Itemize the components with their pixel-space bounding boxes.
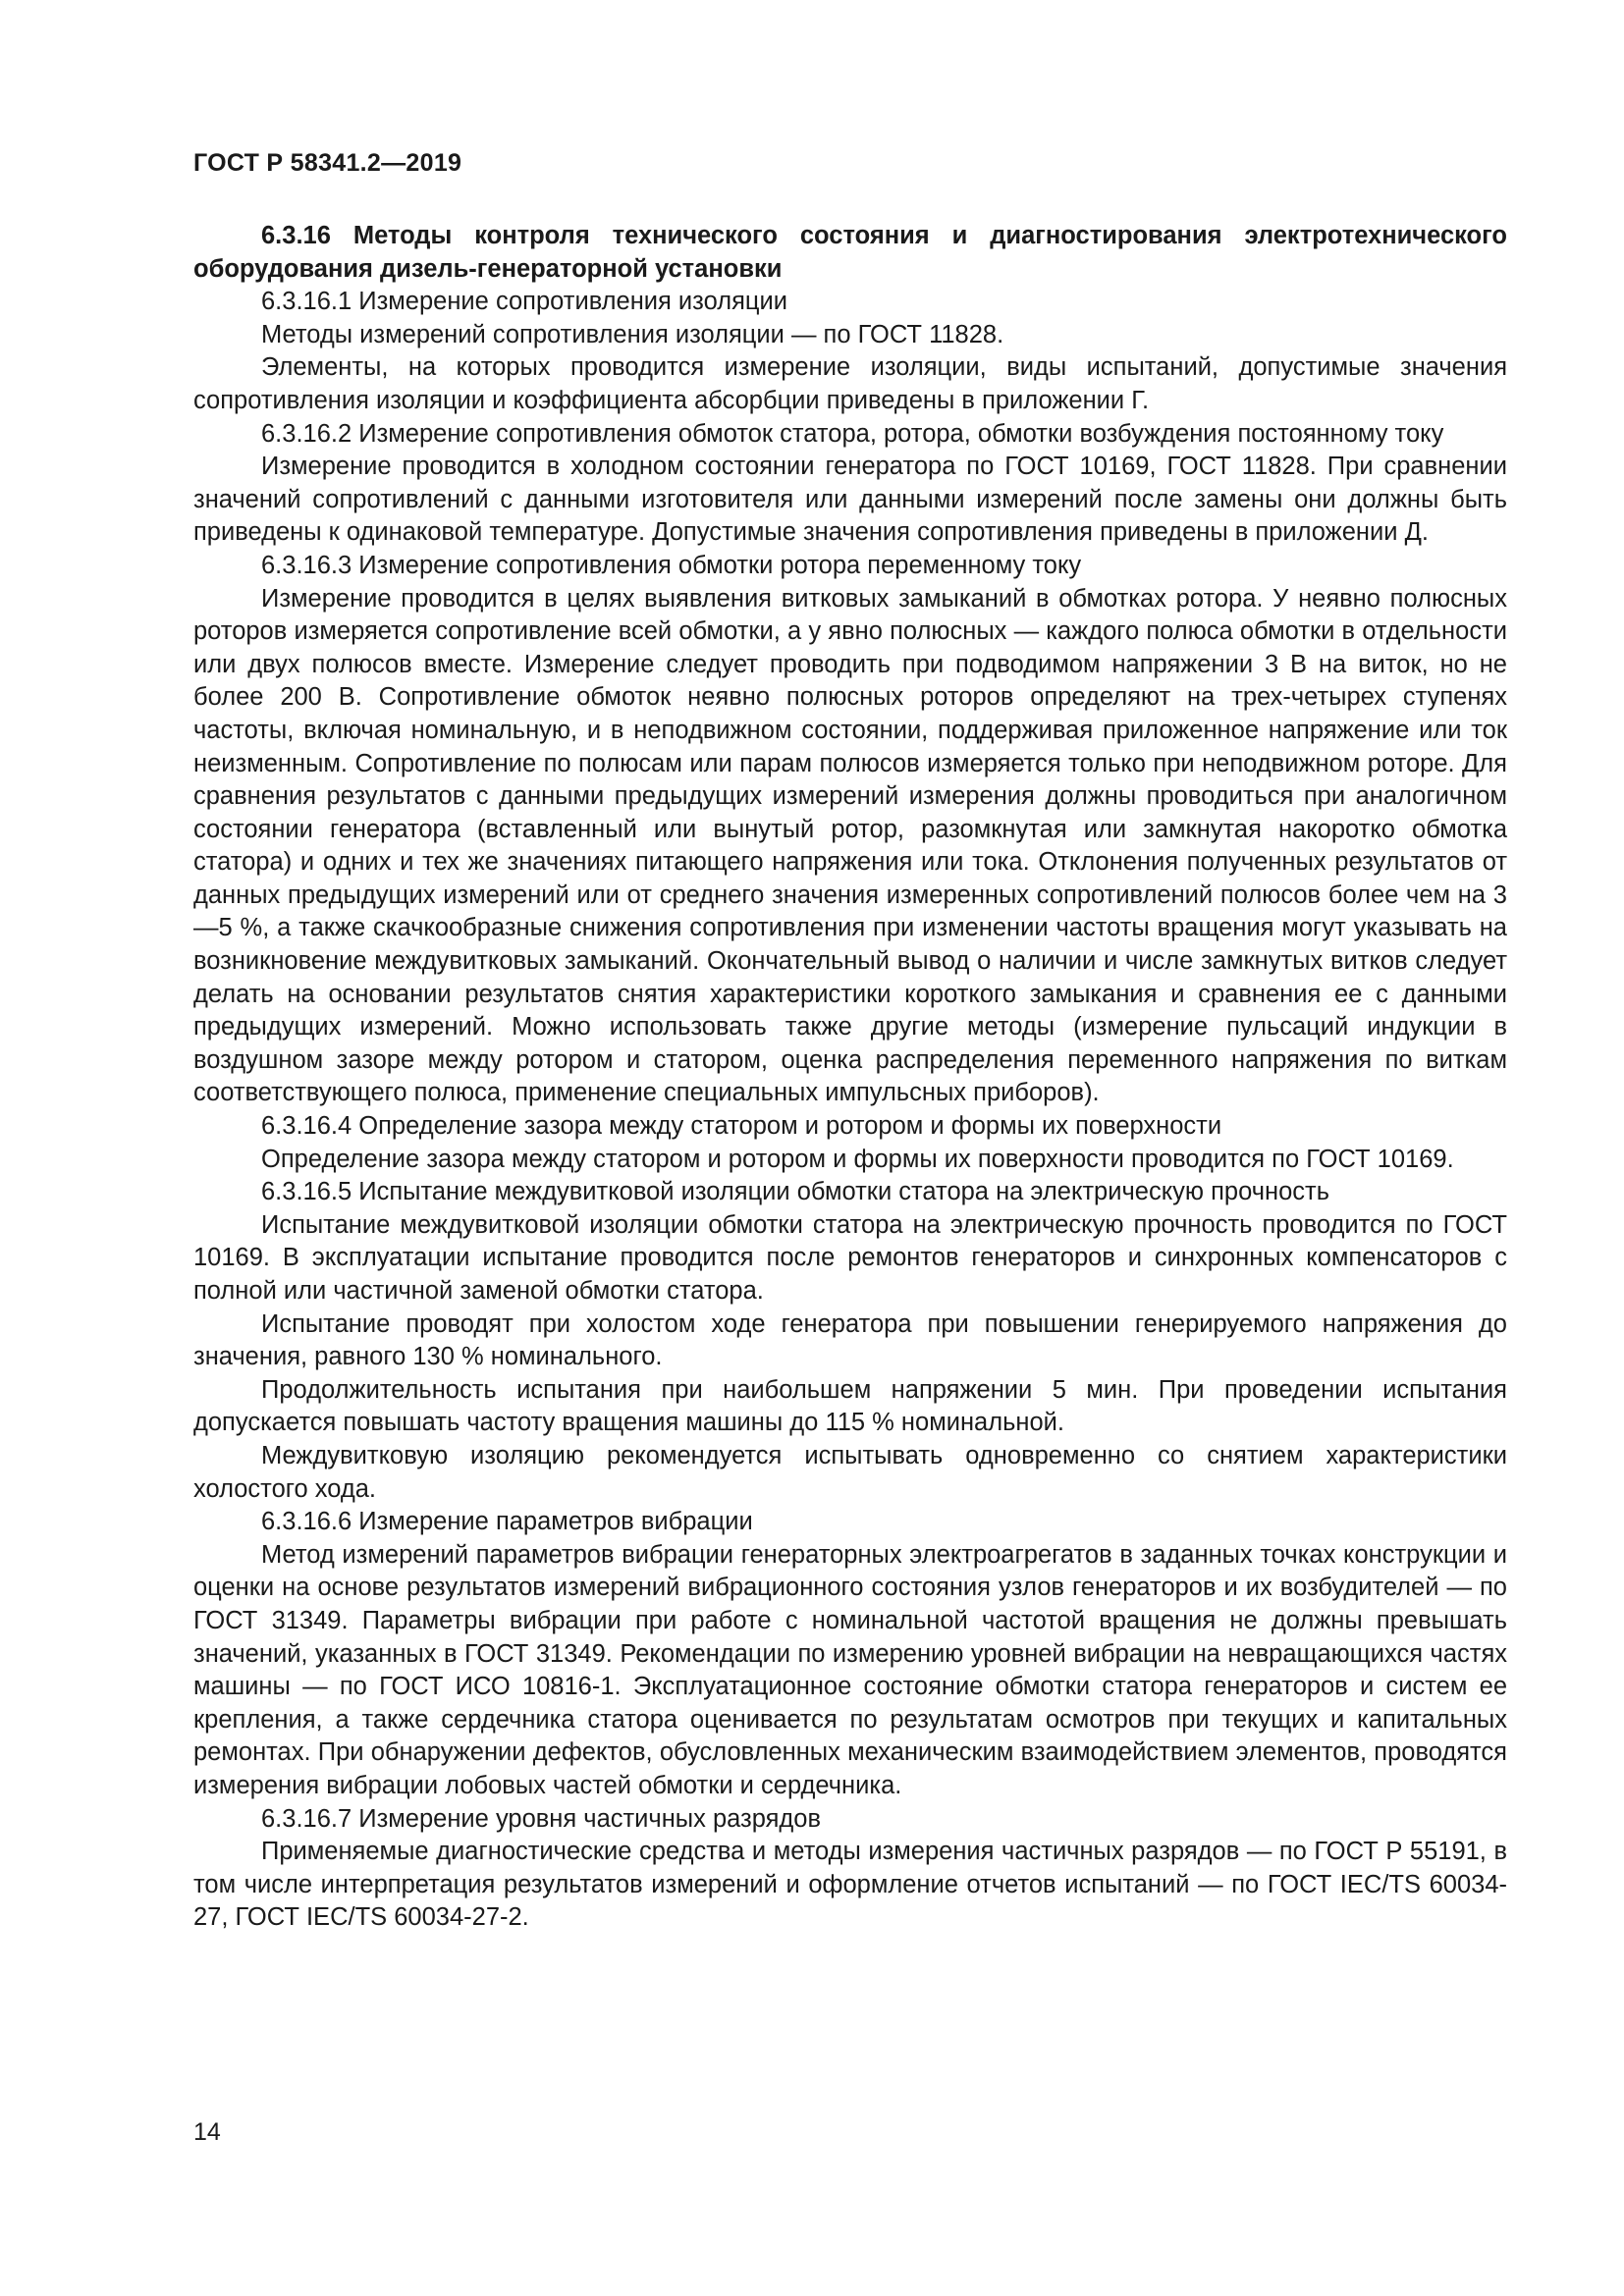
paragraph: 6.3.16.2 Измерение сопротивления обмоток статора, ротора, обмотки возбуждения постоянному току xyxy=(261,419,1444,448)
paragraph: Методы измерений сопротивления изоляции — по ГОСТ 11828. xyxy=(261,320,1004,348)
paragraph: Междувитковую изоляцию рекомендуется испытывать одновременно со снятием характеристики холостого хода. xyxy=(193,1441,1507,1503)
paragraph: Измерение проводится в целях выявления витковых замыканий в обмотках ротора. У неявно полюсных роторов измеряется сопротивление всей обмотки, а у явно полюсных — каждого полюса обмотки в отдельности или двух полюсов вместе. Измерение следует проводить при подводимом напряжении 3 В на виток, но не более 200 В. Сопротивление обмоток неявно полюсных роторов определяют на трех-четырех ступенях частоты, включая номинальную, и в неподвижном состоянии, поддерживая приложенное напряжение или ток неизменным. Сопротивление по полюсам или парам полюсов измеряется только при неподвижном роторе. Для сравнения результатов с данными предыдущих измерений измерения должны проводиться при аналогичном состоянии генератора (вставленный или вынутый ротор, разомкнутая или замкнутая накоротко обмотка статора) и одних и тех же значениях питающего напряжения или тока. Отклонения полученных результатов от данных предыдущих измерений или от среднего значения измеренных сопротивлений полюсов более чем на 3—5 %, а также скачкообразные снижения сопротивления при изменении частоты вращения могут указывать на возникновение междувитковых замыканий. Окончательный вывод о наличии и числе замкнутых витков следует делать на основании результатов снятия характеристики короткого замыкания и сравнения ее с данными предыдущих измерений. Можно использовать также другие методы (измерение пульсаций индукции в воздушном зазоре между ротором и статором, оценка распределения переменного напряжения по виткам соответствующего полюса, применение специальных импульсных приборов). xyxy=(193,584,1507,1107)
paragraph: 6.3.16.4 Определение зазора между статором и ротором и формы их поверхности xyxy=(261,1112,1222,1141)
paragraph: 6.3.16.7 Измерение уровня частичных разрядов xyxy=(261,1804,822,1833)
document-header: ГОСТ Р 58341.2—2019 xyxy=(193,149,462,177)
paragraph: Измерение проводится в холодном состоянии генератора по ГОСТ 10169, ГОСТ 11828. При сравнении значений сопротивлений с данными изготовителя или данными измерений после замены они должны быть приведены к одинаковой температуре. Допустимые значения сопротивления приведены в приложении Д. xyxy=(193,453,1507,547)
page-number: 14 xyxy=(193,2118,221,2146)
paragraph: 6.3.16.3 Измерение сопротивления обмотки ротора переменному току xyxy=(261,551,1082,579)
paragraph: Определение зазора между статором и ротором и формы их поверхности проводится по ГОСТ 10169. xyxy=(261,1145,1454,1173)
paragraph: 6.3.16.1 Измерение сопротивления изоляции xyxy=(261,288,787,316)
section-heading: 6.3.16 Методы контроля технического состояния и диагностирования электротехнического оборудования дизель-генераторной установки xyxy=(193,222,1507,283)
paragraph: Элементы, на которых проводится измерение изоляции, виды испытаний, допустимые значения сопротивления изоляции и коэффициента абсорбции приведены в приложении Г. xyxy=(193,353,1507,414)
paragraph: Испытание междувитковой изоляции обмотки статора на электрическую прочность проводится по ГОСТ 10169. В эксплуатации испытание проводится после ремонтов генераторов и синхронных компенсаторов с полной или частичной заменой обмотки статора. xyxy=(193,1210,1507,1305)
document-body xyxy=(193,220,1507,1935)
paragraph: 6.3.16.6 Измерение параметров вибрации xyxy=(261,1508,753,1536)
paragraph: Продолжительность испытания при наибольшем напряжении 5 мин. При проведении испытания допускается повышать частоту вращения машины до 115 % номинальной. xyxy=(193,1375,1507,1437)
paragraph: Испытание проводят при холостом ходе генератора при повышении генерируемого напряжения до значения, равного 130 % номинального. xyxy=(193,1309,1507,1371)
paragraph: Применяемые диагностические средства и методы измерения частичных разрядов — по ГОСТ Р 55191, в том числе интерпретация результатов измерений и оформление отчетов испытаний — по ГОСТ IEC/TS 60034-27, ГОСТ IEC/TS 60034-27-2. xyxy=(193,1838,1507,1932)
paragraph: 6.3.16.5 Испытание междувитковой изоляции обмотки статора на электрическую прочность xyxy=(261,1178,1329,1206)
paragraph: Метод измерений параметров вибрации генераторных электроагрегатов в заданных точках конструкции и оценки на основе результатов измерений вибрационного состояния узлов генераторов и их возбудителей — по ГОСТ 31349. Параметры вибрации при работе с номинальной частотой вращения не должны превышать значений, указанных в ГОСТ 31349. Рекомендации по измерению уровней вибрации на невращающихся частях машины — по ГОСТ ИСО 10816-1. Эксплуатационное состояние обмотки статора генераторов и систем ее крепления, а также сердечника статора оценивается по результатам осмотров при текущих и капитальных ремонтах. При обнаружении дефектов, обусловленных механическим взаимодействием элементов, проводятся измерения вибрации лобовых частей обмотки и сердечника. xyxy=(193,1540,1507,1799)
